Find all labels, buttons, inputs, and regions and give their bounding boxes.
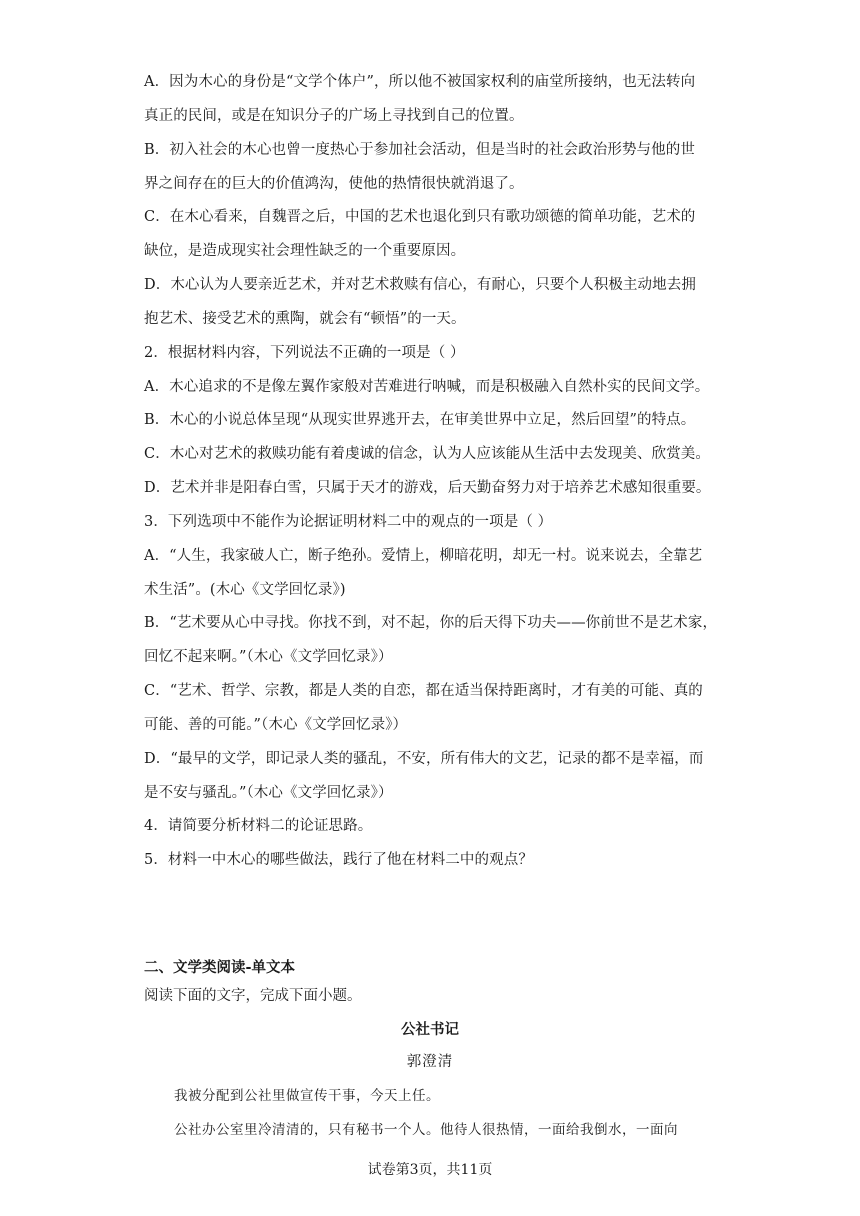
q3-option-a-line2: 术生活”。(木心《文学回忆录》) bbox=[144, 582, 346, 598]
q3-option-d-line2: 是不安与骚乱。”（木心《文学回忆录》） bbox=[144, 785, 393, 801]
q1-option-d-line1: D．木心认为人要亲近艺术，并对艺术救赎有信心，有耐心，只要个人积极主动地去拥 bbox=[144, 277, 696, 293]
q1-option-a-line1: A．因为木心的身份是“文学个体户”，所以他不被国家权利的庙堂所接纳，也无法转向 bbox=[144, 74, 696, 90]
q3-option-a-line1: A．“人生，我家破人亡，断子绝孙。爱情上，柳暗花明，却无一村。说来说去，全靠艺 bbox=[144, 548, 703, 564]
q1-option-c-line2: 缺位，是造成现实社会理性缺乏的一个重要原因。 bbox=[144, 243, 466, 259]
q3-stem: 3．下列选项中不能作为论据证明材料二中的观点的一项是（ ） bbox=[144, 514, 553, 530]
q2-stem: 2．根据材料内容，下列说法不正确的一项是（ ） bbox=[144, 345, 465, 361]
section-title: 二、文学类阅读-单文本 bbox=[144, 960, 296, 976]
q1-option-b-line1: B．初入社会的木心也曾一度热心于参加社会活动，但是当时的社会政治形势与他的世 bbox=[144, 142, 695, 158]
q1-option-b-line2: 界之间存在的巨大的价值鸿沟，使他的热情很快就消退了。 bbox=[144, 176, 524, 192]
q2-option-a: A．木心追求的不是像左翼作家般对苦难进行呐喊，而是积极融入自然朴实的民间文学。 bbox=[144, 379, 710, 395]
q3-option-c-line1: C．“艺术、哲学、宗教，都是人类的自恋，都在适当保持距离时，才有美的可能、真的 bbox=[144, 683, 703, 699]
q3-option-b-line1: B．“艺术要从心中寻找。你找不到，对不起，你的后天得下功夫——你前世不是艺术家， bbox=[144, 615, 718, 631]
q1-option-d-line2: 抱艺术、接受艺术的熏陶，就会有“顿悟”的一天。 bbox=[144, 311, 466, 327]
story-author: 郭澄清 bbox=[406, 1054, 454, 1070]
story-title: 公社书记 bbox=[401, 1022, 459, 1038]
q5-stem: 5．材料一中木心的哪些做法，践行了他在材料二中的观点？ bbox=[144, 852, 533, 868]
q3-option-c-line2: 可能、善的可能。”（木心《文学回忆录》） bbox=[144, 717, 408, 733]
q3-option-b-line2: 回忆不起来啊。”（木心《文学回忆录》） bbox=[144, 649, 393, 665]
story-paragraph: 公社办公室里冷清清的，只有秘书一个人。他待人很热情，一面给我倒水，一面向 bbox=[174, 1122, 678, 1138]
page-footer: 试卷第3页，共11页 bbox=[367, 1162, 493, 1178]
story-paragraph: 我被分配到公社里做宣传干事，今天上任。 bbox=[174, 1088, 440, 1104]
q1-option-c-line1: C．在木心看来，自魏晋之后，中国的艺术也退化到只有歌功颂德的简单功能，艺术的 bbox=[144, 209, 696, 225]
q4-stem: 4．请简要分析材料二的论证思路。 bbox=[144, 818, 373, 834]
section-intro: 阅读下面的文字，完成下面小题。 bbox=[144, 988, 362, 1004]
q1-option-a-line2: 真正的民间，或是在知识分子的广场上寻找到自己的位置。 bbox=[144, 108, 524, 124]
q2-option-d: D．艺术并非是阳春白雪，只属于天才的游戏，后天勤奋努力对于培养艺术感知很重要。 bbox=[144, 480, 711, 496]
q2-option-b: B．木心的小说总体呈现“从现实世界逃开去，在审美世界中立足，然后回望”的特点。 bbox=[144, 412, 696, 428]
q3-option-d-line1: D．“最早的文学，即记录人类的骚乱，不安，所有伟大的文艺，记录的都不是幸福，而 bbox=[144, 751, 704, 767]
q2-option-c: C．木心对艺术的救赎功能有着虔诚的信念，认为人应该能从生活中去发现美、欣赏美。 bbox=[144, 446, 710, 462]
